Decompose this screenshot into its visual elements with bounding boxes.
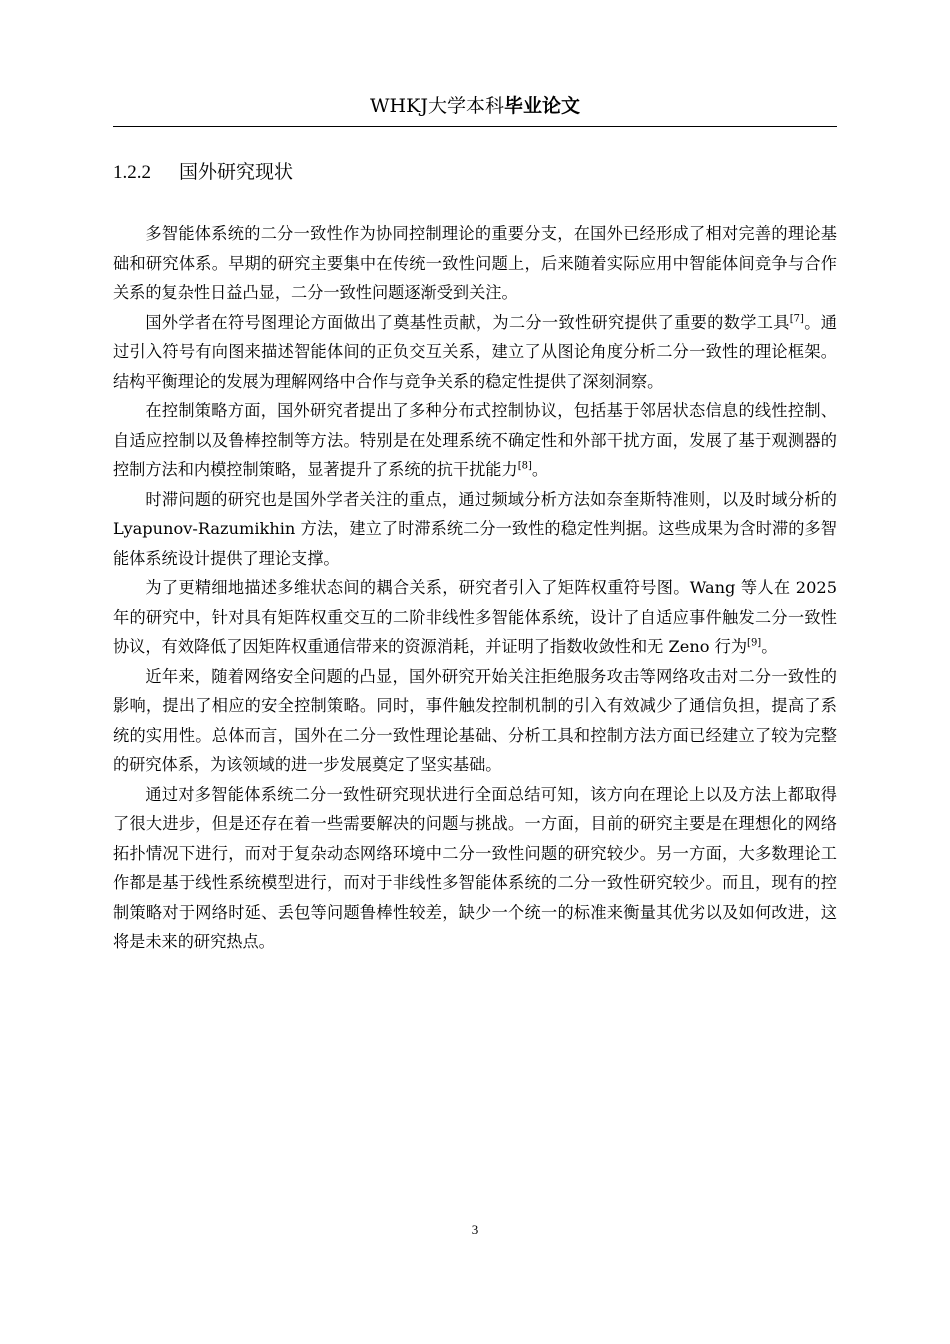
section-number: 1.2.2: [113, 162, 151, 183]
paragraph: 时滞问题的研究也是国外学者关注的重点，通过频域分析方法如奈奎斯特准则，以及时域分析的 Lyapunov-Razumikhin 方法，建立了时滞系统二分一致性的稳定性判据。这些成果为含时滞的多智能体系统设计提供了理论支撑。: [113, 489, 837, 568]
paragraph: 国外学者在符号图理论方面做出了奠基性贡献，为二分一致性研究提供了重要的数学工具[7]。通过引入符号有向图来描述智能体间的正负交互关系，建立了从图论角度分析二分一致性的理论框架。结构平衡理论的发展为理解网络中合作与竞争关系的稳定性提供了深刻洞察。: [113, 312, 837, 391]
paragraph: 在控制策略方面，国外研究者提出了多种分布式控制协议，包括基于邻居状态信息的线性控制、自适应控制以及鲁棒控制等方法。特别是在处理系统不确定性和外部干扰方面，发展了基于观测器的控制方法和内模控制策略，显著提升了系统的抗干扰能力[8]。: [113, 401, 837, 479]
header-rule: [113, 126, 837, 127]
header-prefix: WHKJ大学本科: [370, 95, 504, 117]
section-title: 国外研究现状: [179, 161, 294, 183]
paragraph: 通过对多智能体系统二分一致性研究现状进行全面总结可知，该方向在理论上以及方法上都取得了很大进步，但是还存在着一些需要解决的问题与挑战。一方面，目前的研究主要是在理想化的网络拓扑情况下进行，而对于复杂动态网络环境中二分一致性问题的研究较少。另一方面，大多数理论工作都是基于线性系统模型进行，而对于非线性多智能体系统的二分一致性研究较少。而且，现有的控制策略对于网络时延、丢包等问题鲁棒性较差，缺少一个统一的标准来衡量其优劣以及如何改进，这将是未来的研究热点。: [113, 784, 837, 951]
paragraph: 多智能体系统的二分一致性作为协同控制理论的重要分支，在国外已经形成了相对完善的理论基础和研究体系。早期的研究主要集中在传统一致性问题上，后来随着实际应用中智能体间竞争与合作关系的复杂性日益凸显，二分一致性问题逐渐受到关注。: [113, 224, 837, 302]
header-suffix: 毕业论文: [503, 95, 580, 117]
section-heading: [113, 158, 293, 187]
paragraph: 近年来，随着网络安全问题的凸显，国外研究开始关注拒绝服务攻击等网络攻击对二分一致性的影响，提出了相应的安全控制策略。同时，事件触发控制机制的引入有效减少了通信负担，提高了系统的实用性。总体而言，国外在二分一致性理论基础、分析工具和控制方法方面已经建立了较为完整的研究体系，为该领域的进一步发展奠定了坚实基础。: [113, 666, 837, 774]
citation: [8]: [517, 460, 532, 472]
page-header: [0, 93, 950, 119]
page-number: 3: [471, 1222, 479, 1237]
citation: [7]: [789, 313, 804, 325]
paragraph: 为了更精细地描述多维状态间的耦合关系，研究者引入了矩阵权重符号图。Wang 等人在 2025 年的研究中，针对具有矩阵权重交互的二阶非线性多智能体系统，设计了自适应事件触发二分一致性协议，有效降低了因矩阵权重通信带来的资源消耗，并证明了指数收敛性和无 Zeno 行为[9]。: [113, 578, 837, 656]
body-text: [113, 219, 837, 957]
citation: [9]: [747, 637, 762, 649]
